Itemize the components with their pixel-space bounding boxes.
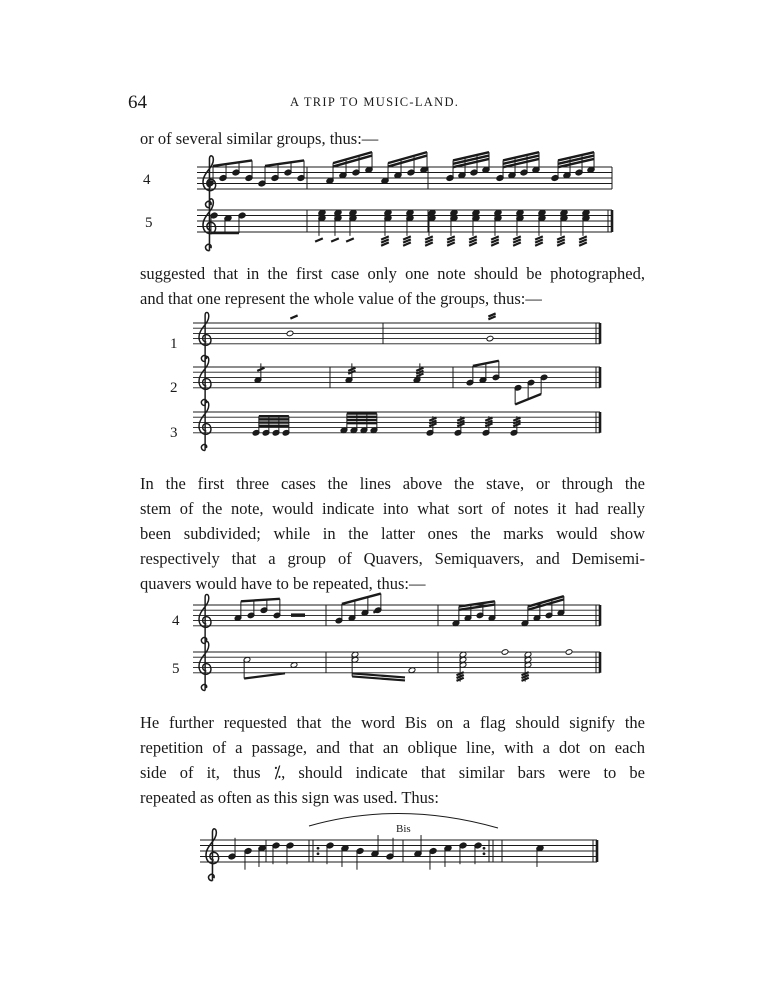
figure-label: 4	[172, 613, 180, 629]
figure-label: 2	[170, 380, 178, 396]
note-beam	[241, 599, 280, 602]
clef-shape	[199, 312, 211, 361]
clef-shape	[203, 199, 216, 251]
music-note-icon	[565, 649, 573, 656]
text-line: been subdivided; while in the latter ones the marks would show	[140, 524, 645, 543]
clef-shape	[206, 829, 219, 881]
text-line: side of it, thus ⁒, should indicate that similar bars were to be	[140, 763, 645, 782]
paragraph-intro	[140, 126, 645, 151]
text-line: suggested that in the first case only one note should be photographed,	[140, 264, 645, 283]
note-beam	[265, 160, 304, 166]
figure-label: 1	[170, 336, 178, 352]
treble-clef-icon	[199, 641, 211, 690]
clef-shape	[199, 641, 211, 690]
repeat-dot	[483, 847, 486, 850]
beam-stub	[331, 238, 339, 241]
treble-clef-icon	[203, 199, 216, 251]
running-title: A TRIP TO MUSIC-LAND.	[290, 95, 460, 109]
music-note-icon	[286, 330, 294, 337]
music-figure-1	[0, 150, 767, 260]
note-beam	[213, 160, 252, 166]
clef-shape	[199, 401, 211, 450]
music-note-icon	[501, 649, 509, 656]
text-line: or of several similar groups, thus:—	[140, 129, 379, 148]
treble-clef-icon	[199, 594, 211, 643]
text-line: repeated as often as this sign was used. Thus:	[140, 788, 439, 807]
treble-clef-icon	[199, 312, 211, 361]
repeat-dot	[483, 852, 486, 855]
text-line: In the first three cases the lines above the stave, or through the	[140, 474, 645, 493]
half-rest	[291, 613, 305, 617]
repeat-dot	[317, 847, 320, 850]
text-line: stem of the note, would indicate into what sort of notes it had really	[140, 499, 645, 518]
tremolo-mark	[257, 368, 264, 371]
text-line: and that one represent the whole value of the groups, thus:—	[140, 289, 542, 308]
music-figure-3	[0, 600, 767, 710]
figure-label: 4	[143, 172, 151, 188]
music-note-icon	[486, 335, 494, 342]
note-beam	[244, 673, 285, 678]
treble-clef-icon	[206, 829, 219, 881]
repeat-dot	[317, 852, 320, 855]
music-figure-2	[0, 315, 767, 470]
page-number: 64	[128, 92, 147, 113]
figure-label: 5	[172, 661, 180, 677]
text-line: repetition of a passage, and that an oblique line, with a dot on each	[140, 738, 645, 757]
beam-stub	[346, 238, 354, 241]
bis-label: Bis	[396, 823, 411, 835]
figure-label: 5	[145, 215, 153, 231]
treble-clef-icon	[199, 401, 211, 450]
text-line: respectively that a group of Quavers, Semiquavers, and Demisemi-	[140, 549, 645, 568]
subdivision-line	[290, 315, 297, 318]
paragraph-bis	[140, 710, 645, 810]
text-line: quavers would have to be repeated, thus:—	[140, 574, 426, 593]
figure-label: 3	[170, 425, 178, 441]
clef-shape	[199, 356, 211, 405]
music-figure-4	[0, 810, 767, 890]
beam-stub	[315, 238, 323, 241]
paragraph-subdivided	[140, 471, 645, 596]
paragraph-photographed	[140, 261, 645, 311]
clef-shape	[199, 594, 211, 643]
text-line: He further requested that the word Bis on a flag should signify the	[140, 713, 645, 732]
treble-clef-icon	[199, 356, 211, 405]
